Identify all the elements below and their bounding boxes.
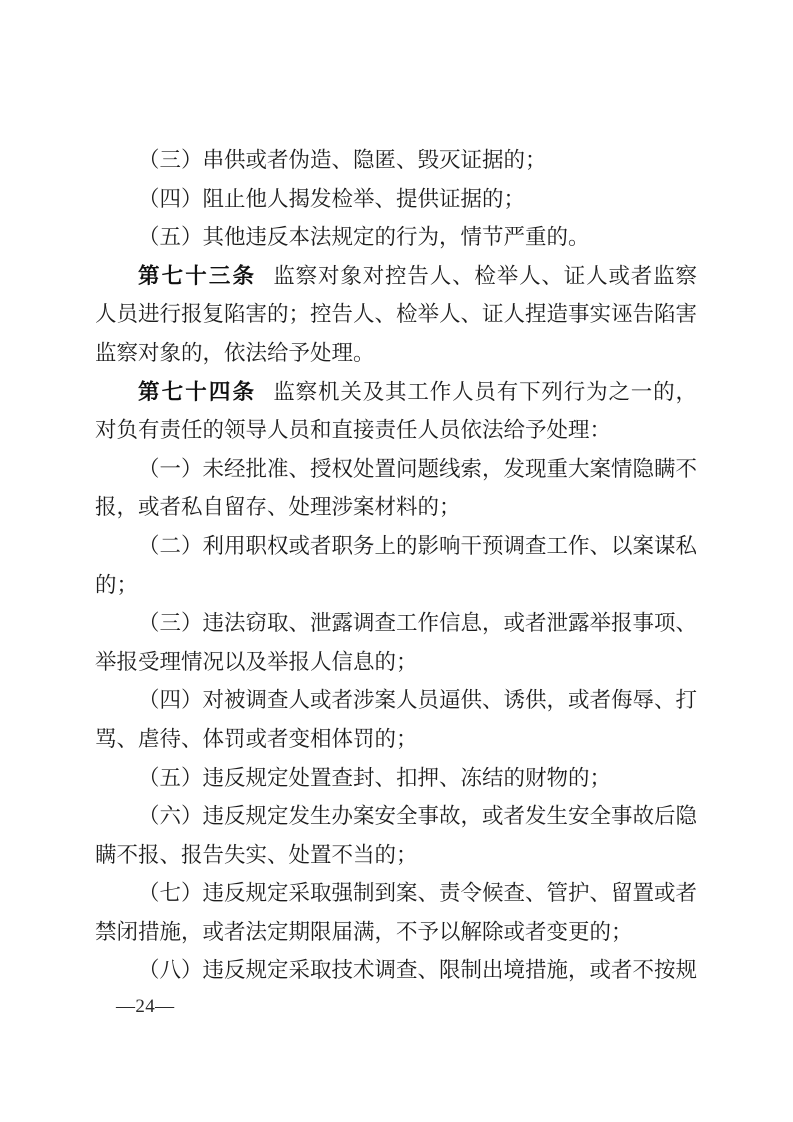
list-item [95, 450, 697, 527]
list-item-text: （一）未经批准、授权处置问题线索，发现重大案情隐瞒不报，或者私自留存、处理涉案材料的； [95, 456, 698, 520]
list-item-text: （四）阻止他人揭发检举、提供证据的； [138, 186, 526, 211]
list-item [95, 180, 697, 219]
article-paragraph [95, 373, 697, 450]
list-item-text: （四）对被调查人或者涉案人员逼供、诱供，或者侮辱、打骂、虐待、体罚或者变相体罚的； [95, 688, 698, 751]
list-item-text: （六）违反规定发生办案安全事故，或者发生安全事故后隐瞒不报、报告失实、处置不当的； [95, 804, 698, 867]
list-item [95, 951, 697, 990]
article-text: 监察机关及其工作人员有下列行为之一的，对负有责任的领导人员和直接责任人员依法给予处理： [95, 379, 697, 443]
list-item [95, 874, 697, 951]
article-number: 第七十三条 [138, 263, 257, 288]
article-paragraph [95, 257, 697, 373]
list-item [95, 681, 697, 758]
list-item [95, 218, 697, 257]
list-item-text: （三）违法窃取、泄露调查工作信息，或者泄露举报事项、举报受理情况以及举报人信息的； [95, 611, 698, 674]
list-item-text: （三）串供或者伪造、隐匿、毁灭证据的； [138, 148, 547, 172]
article-text: 监察对象对控告人、检举人、证人或者监察人员进行报复陷害的；控告人、检举人、证人捏造事实诬告陷害监察对象的，依法给予处理。 [95, 263, 698, 365]
list-item-text: （五）其他违反本法规定的行为，情节严重的。 [138, 225, 590, 250]
list-item [95, 527, 697, 604]
list-item [95, 141, 697, 180]
list-item-text: （七）违反规定采取强制到案、责令候查、管护、留置或者禁闭措施，或者法定期限届满，不予以解除或者变更的； [95, 881, 698, 944]
article-number: 第七十四条 [138, 379, 257, 404]
list-item-text: （五）违反规定处置查封、扣押、冻结的财物的； [138, 765, 612, 790]
document-body [95, 141, 697, 990]
list-item [95, 604, 697, 681]
page-number: —24— [116, 996, 175, 1017]
list-item [95, 759, 697, 798]
list-item-text: （二）利用职权或者职务上的影响干预调查工作、以案谋私的； [95, 533, 698, 597]
list-item [95, 797, 697, 874]
list-item-text: （八）违反规定采取技术调查、限制出境措施，或者不按规 [138, 958, 698, 983]
